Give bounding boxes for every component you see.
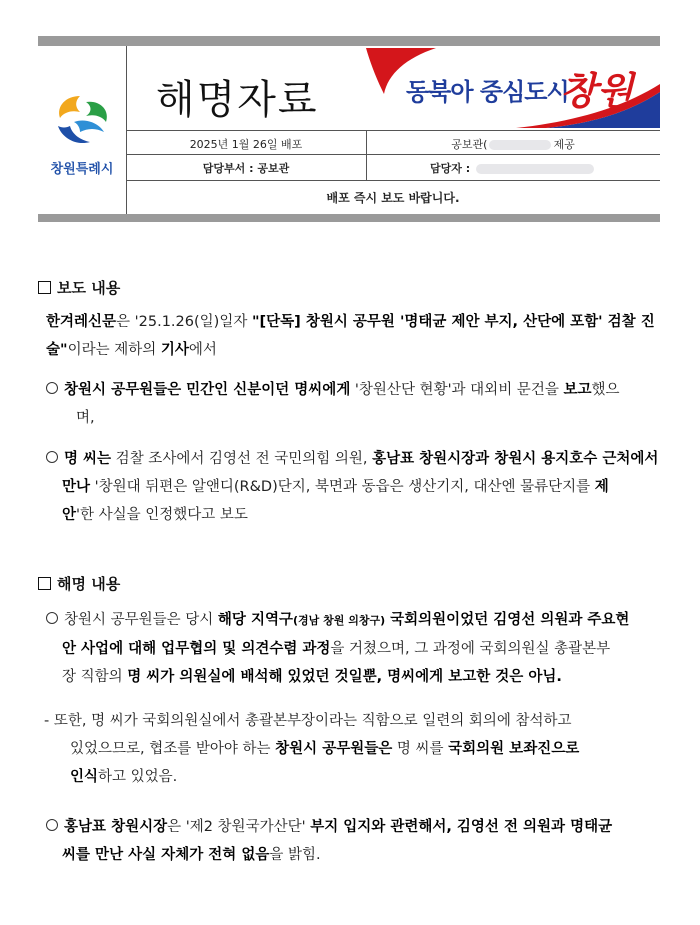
city-logo-icon bbox=[50, 92, 114, 154]
header-bottom-bar bbox=[38, 214, 660, 222]
slogan-banner bbox=[366, 48, 660, 128]
distribution-date: 2025년 1월 26일 배포 bbox=[189, 138, 303, 151]
explanation-subnote: - 또한, 명 씨가 국회의원실에서 총괄본부장이라는 직함으로 일련의 회의에 참석하고 있었으므로, 협조를 받아야 하는 창원시 공무원들은 명 씨를 국회의원 보좌진으로 인식하고 있었음. bbox=[44, 713, 580, 785]
provider-suffix: 제공 bbox=[553, 138, 575, 151]
bullet-circle-icon bbox=[46, 382, 58, 394]
bullet-circle-icon bbox=[46, 612, 58, 624]
bullet-circle-icon bbox=[46, 819, 58, 831]
redacted-field bbox=[489, 140, 551, 150]
report-item-2: 명 씨는 검찰 조사에서 김영선 전 국민의힘 의원, 홍남표 창원시장과 창원시 용지호수 근처에서 만나 '창원대 뒤편은 알앤디(R&D)단지, 북면과 동읍은 생산기지, 대산엔 물류단지를 제 안'한 사실을 인정했다고 보도 bbox=[46, 445, 666, 529]
contact-line bbox=[366, 160, 660, 176]
row-divider bbox=[126, 180, 660, 181]
city-name: 창원특례시 bbox=[50, 162, 114, 177]
section-title-explanation: 해명 내용 bbox=[38, 573, 120, 594]
explanation-item-1: 창원시 공무원들은 당시 해당 지역구(경남 창원 의창구) 국회의원이었던 김영선 의원과 주요현 안 사업에 대해 업무협의 및 의견수렴 과정을 거쳤으며, 그 과정에 국회의원실 총괄본부 장 직함의 명 씨가 의원실에 배석해 있었던 것일뿐, 명씨에게 보고한 것은 아님. bbox=[46, 606, 666, 691]
department-line: 담당부서 : 공보관 bbox=[202, 162, 290, 175]
redacted-field bbox=[476, 164, 594, 174]
explanation-item-2: 홍남표 창원시장은 '제2 창원국가산단' 부지 입지와 관련해서, 김영선 전 의원과 명태균 씨를 만난 사실 자체가 전혀 없음을 밝힘. bbox=[46, 813, 666, 869]
banner-slogan: 동북아 중심도시 bbox=[406, 78, 569, 106]
section-title-report: 보도 내용 bbox=[38, 277, 120, 298]
report-intro: 한겨레신문은 '25.1.26(일)일자 "[단독] 창원시 공무원 '명태균 제안 부지, 산단에 포함' 검찰 진 술"이라는 제하의 기사에서 bbox=[46, 314, 655, 358]
doc-title: 해명자료 bbox=[156, 77, 319, 123]
provider-prefix: 공보관( bbox=[451, 138, 488, 151]
press-header bbox=[38, 36, 660, 222]
city-logo-cell bbox=[38, 46, 127, 214]
report-item-1: 창원시 공무원들은 민간인 신분이던 명씨에게 '창원산단 현황'과 대외비 문건을 보고했으 며, bbox=[46, 376, 666, 432]
checkbox-square-icon bbox=[38, 577, 51, 590]
provider-line bbox=[366, 136, 660, 152]
release-note: 배포 즉시 보도 바랍니다. bbox=[326, 191, 460, 205]
checkbox-square-icon bbox=[38, 281, 51, 294]
header-top-bar bbox=[38, 36, 660, 46]
bullet-circle-icon bbox=[46, 451, 58, 463]
contact-prefix: 담당자 : bbox=[430, 162, 471, 175]
banner-script: 창원 bbox=[560, 68, 634, 113]
row-divider bbox=[126, 154, 660, 155]
row-divider bbox=[126, 130, 660, 131]
